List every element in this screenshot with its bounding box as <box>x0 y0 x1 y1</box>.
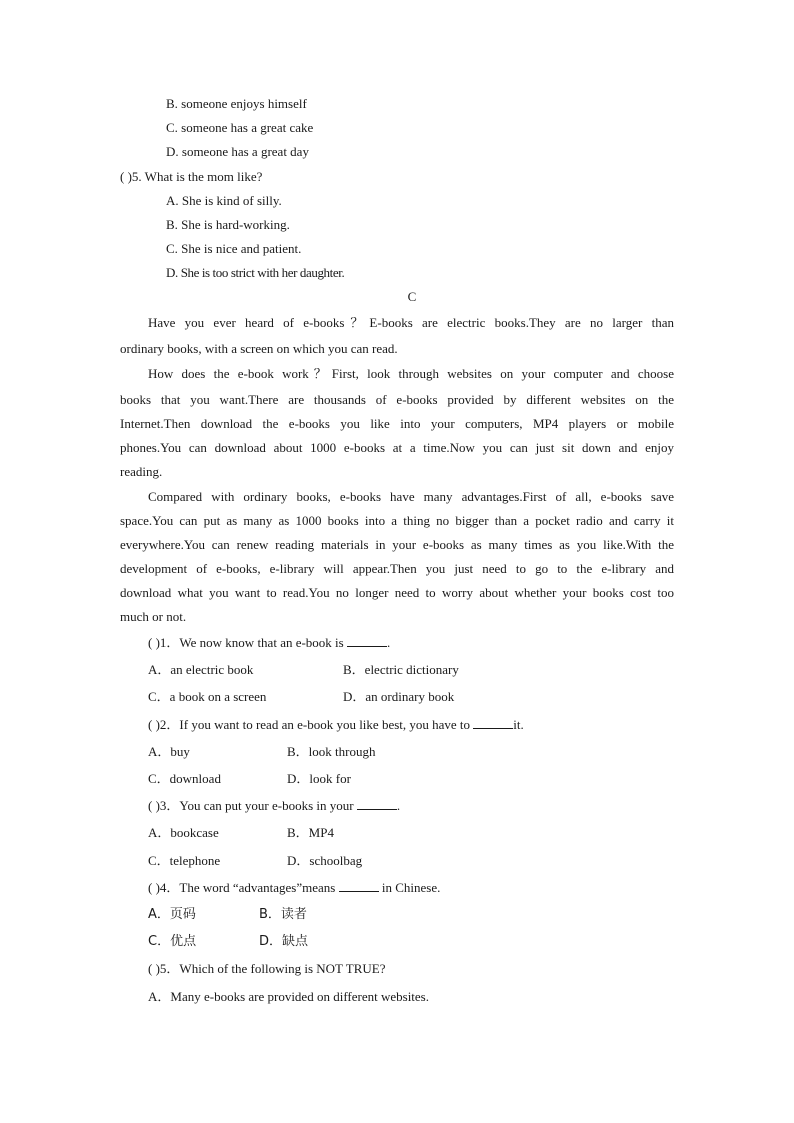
option-text: A. She is kind of silly. <box>166 193 282 208</box>
question-3 <box>148 798 400 814</box>
answer-paren[interactable]: ( ) <box>148 635 160 650</box>
question-1 <box>148 635 390 651</box>
option-d[interactable]: D．an ordinary book <box>343 689 455 704</box>
option-d[interactable]: D．look for <box>287 771 351 786</box>
option-a[interactable]: A．Many e-books are provided on different websites. <box>148 989 429 1004</box>
passage-line: reading. <box>120 464 163 479</box>
question-stem-end: in Chinese. <box>378 880 441 895</box>
passage-line: download what you want to read.You no longer need to worry about whether your books cost too <box>120 585 674 600</box>
question-4 <box>148 880 440 896</box>
question-stem: 4．The word “advantages”means <box>159 880 339 895</box>
section-heading: C <box>407 289 417 304</box>
option-text: D. She is too strict with her daughter. <box>166 265 345 280</box>
question-5 <box>148 961 385 977</box>
answer-paren[interactable]: ( ) <box>120 169 132 184</box>
passage-line: space.You can put as many as 1000 books into a thing no bigger than a pocket radio and carry it <box>120 513 674 528</box>
answer-blank[interactable] <box>473 718 513 729</box>
option-text: D. someone has a great day <box>166 144 309 159</box>
passage-line: phones.You can download about 1000 e-books at a time.Now you can just sit down and enjoy <box>120 440 674 455</box>
question-2 <box>148 717 524 733</box>
option-text: B. She is hard-working. <box>166 217 290 232</box>
answer-blank[interactable] <box>357 799 397 810</box>
question-stem: 3．You can put your e-books in your <box>159 798 357 813</box>
answer-paren[interactable]: ( ) <box>148 717 160 732</box>
question-5-prev <box>120 169 262 185</box>
passage-line: much or not. <box>120 609 187 624</box>
answer-paren[interactable]: ( ) <box>148 798 160 813</box>
question-stem: 5．Which of the following is NOT TRUE? <box>159 961 386 976</box>
option-c[interactable]: C．telephone <box>148 853 221 868</box>
option-b[interactable]: B．读者 <box>259 907 307 922</box>
option-b[interactable]: B．electric dictionary <box>343 662 459 677</box>
passage-line: development of e-books, e-library will appear.Then you just need to go to the e-library and <box>120 561 674 576</box>
question-stem: 2．If you want to read an e-book you like best, you have to <box>159 717 474 732</box>
answer-paren[interactable]: ( ) <box>148 880 160 895</box>
option-c[interactable]: C．优点 <box>148 934 197 949</box>
passage-line: Have you ever heard of e-books？E-books are electric books.They are no larger than <box>148 315 674 330</box>
option-a[interactable]: A．页码 <box>148 907 196 922</box>
passage-line: Compared with ordinary books, e-books have many advantages.First of all, e-books save <box>148 489 674 504</box>
option-text: C. someone has a great cake <box>166 120 314 135</box>
question-stem-end: it. <box>513 717 524 732</box>
option-c[interactable]: C．download <box>148 771 221 786</box>
question-stem: 5. What is the mom like? <box>131 169 263 184</box>
answer-blank[interactable] <box>347 636 387 647</box>
option-text: C. She is nice and patient. <box>166 241 302 256</box>
option-c[interactable]: C．a book on a screen <box>148 689 267 704</box>
option-a[interactable]: A．bookcase <box>148 825 219 840</box>
passage-line: books that you want.There are thousands of e-books provided by different websites on the <box>120 392 674 407</box>
option-d[interactable]: D．schoolbag <box>287 853 363 868</box>
option-text: B. someone enjoys himself <box>166 96 307 111</box>
passage-line: everywhere.You can renew reading materials in your e-books as many times as you like.With the <box>120 537 674 552</box>
question-stem-end: . <box>386 635 391 650</box>
question-stem: 1．We now know that an e-book is <box>159 635 347 650</box>
passage-line: How does the e-book work？First, look through websites on your computer and choose <box>148 366 674 381</box>
option-a[interactable]: A．buy <box>148 744 190 759</box>
option-d[interactable]: D．缺点 <box>259 934 309 949</box>
option-b[interactable]: B．MP4 <box>287 825 334 840</box>
passage-line: Internet.Then download the e-books you like into your computers, MP4 players or mobile <box>120 416 674 431</box>
answer-paren[interactable]: ( ) <box>148 961 160 976</box>
option-b[interactable]: B．look through <box>287 744 376 759</box>
question-stem-end: . <box>396 798 401 813</box>
passage-line: ordinary books, with a screen on which you can read. <box>120 341 398 356</box>
answer-blank[interactable] <box>339 881 379 892</box>
option-a[interactable]: A．an electric book <box>148 662 254 677</box>
